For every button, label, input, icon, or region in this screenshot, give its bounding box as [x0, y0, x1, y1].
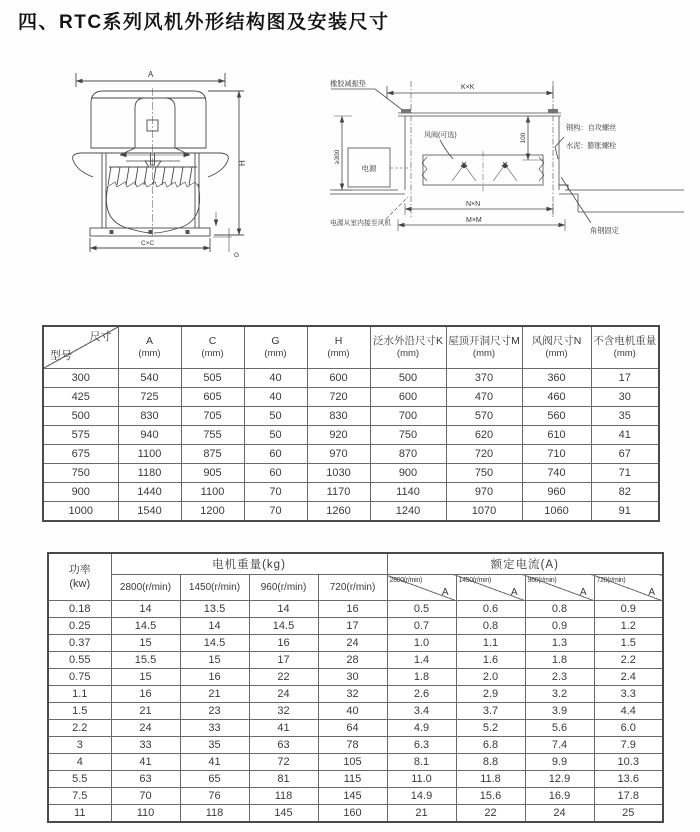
- dim-m-label: M×M: [466, 217, 482, 224]
- data-cell: 1.0: [387, 635, 456, 652]
- cement-note-label: 水泥：膨胀螺栓: [566, 141, 617, 150]
- weight-group-header: 电机重量(kg): [111, 553, 387, 575]
- data-cell: 14: [180, 618, 249, 635]
- table-row: [48, 686, 663, 703]
- data-cell: 1540: [118, 502, 181, 522]
- data-cell: 2.3: [525, 669, 594, 686]
- data-cell: 3.4: [387, 703, 456, 720]
- current-speed-label: 1450(r/min): [458, 577, 491, 584]
- data-cell: 1.5: [594, 635, 663, 652]
- data-cell: 60: [244, 464, 307, 483]
- data-cell: 2.6: [387, 686, 456, 703]
- data-cell: 33: [180, 720, 249, 737]
- data-cell: 24: [249, 686, 318, 703]
- data-cell: 115: [318, 771, 387, 788]
- data-cell: 0.5: [387, 601, 456, 618]
- data-cell: 725: [118, 388, 181, 407]
- data-cell: 15: [111, 669, 180, 686]
- row-header-cell: 0.37: [48, 635, 111, 652]
- current-unit-label: A: [441, 587, 449, 598]
- weight-speed-header: 2800(r/min): [111, 575, 180, 601]
- data-cell: 3.2: [525, 686, 594, 703]
- row-header-cell: 3: [48, 737, 111, 754]
- data-cell: 0.9: [525, 618, 594, 635]
- current-unit-label: A: [579, 587, 587, 598]
- data-cell: 11.0: [387, 771, 456, 788]
- data-cell: 105: [318, 754, 387, 771]
- row-header-cell: 575: [43, 426, 118, 445]
- col-label: 屋顶开洞尺寸M: [448, 335, 520, 347]
- data-cell: 900: [370, 464, 446, 483]
- data-cell: 360: [522, 369, 591, 388]
- row-header-cell: 0.55: [48, 652, 111, 669]
- header-row: [43, 326, 659, 369]
- data-cell: 2.2: [594, 652, 663, 669]
- data-cell: 370: [446, 369, 522, 388]
- installation-diagram: [328, 73, 688, 253]
- data-cell: 14.9: [387, 788, 456, 805]
- current-speed-label: 2800(r/min): [389, 577, 422, 584]
- data-cell: 145: [318, 788, 387, 805]
- data-cell: 11.8: [456, 771, 525, 788]
- dim-h-label: H: [238, 160, 247, 166]
- data-cell: 7.4: [525, 737, 594, 754]
- dim-g-label: G: [234, 252, 240, 259]
- data-cell: 1.1: [456, 635, 525, 652]
- data-cell: 21: [180, 686, 249, 703]
- dim-a-label: A: [148, 70, 154, 79]
- data-cell: 15.5: [111, 652, 180, 669]
- data-cell: 21: [387, 805, 456, 823]
- col-unit: (mm): [613, 348, 636, 360]
- col-label: A: [145, 335, 153, 347]
- table-row: [43, 483, 659, 502]
- data-cell: 940: [118, 426, 181, 445]
- data-cell: 35: [591, 407, 659, 426]
- column-header: [118, 326, 181, 369]
- data-cell: 6.0: [594, 720, 663, 737]
- data-cell: 6.3: [387, 737, 456, 754]
- data-cell: 720: [307, 388, 370, 407]
- col-unit: (mm): [396, 348, 420, 360]
- data-cell: 970: [307, 445, 370, 464]
- data-cell: 145: [249, 805, 318, 823]
- data-cell: 1200: [181, 502, 244, 522]
- data-cell: 0.7: [387, 618, 456, 635]
- data-cell: 2.4: [594, 669, 663, 686]
- data-cell: 600: [370, 388, 446, 407]
- steel-note-label: 钢构：自攻螺丝: [566, 123, 617, 132]
- data-cell: 14.5: [111, 618, 180, 635]
- row-header-cell: 675: [43, 445, 118, 464]
- row-header-cell: 7.5: [48, 788, 111, 805]
- data-cell: 920: [307, 426, 370, 445]
- data-cell: 35: [180, 737, 249, 754]
- weight-speed-header: 720(r/min): [318, 575, 387, 601]
- col-unit: (mm): [472, 348, 496, 360]
- current-group-header: 额定电流(A): [387, 553, 663, 575]
- data-cell: 13.5: [180, 601, 249, 618]
- data-cell: 12.9: [525, 771, 594, 788]
- row-header-cell: 5.5: [48, 771, 111, 788]
- current-speed-header: [525, 575, 594, 601]
- table-row: [48, 635, 663, 652]
- power-unit: (kw): [69, 578, 91, 590]
- data-cell: 16: [249, 635, 318, 652]
- data-cell: 620: [446, 426, 522, 445]
- row-header-cell: 425: [43, 388, 118, 407]
- data-cell: 0.6: [456, 601, 525, 618]
- data-cell: 2.9: [456, 686, 525, 703]
- data-cell: 8.8: [456, 754, 525, 771]
- data-cell: 1170: [307, 483, 370, 502]
- data-cell: 40: [318, 703, 387, 720]
- row-header-cell: 500: [43, 407, 118, 426]
- data-cell: 71: [591, 464, 659, 483]
- data-cell: 610: [522, 426, 591, 445]
- data-cell: 76: [180, 788, 249, 805]
- data-cell: 1180: [118, 464, 181, 483]
- column-header: [446, 326, 522, 369]
- data-cell: 3.3: [594, 686, 663, 703]
- power-lead-label: 电源从室内接至风机: [330, 220, 392, 227]
- data-cell: 72: [249, 754, 318, 771]
- data-cell: 540: [118, 369, 181, 388]
- data-cell: 14: [249, 601, 318, 618]
- data-cell: 70: [244, 483, 307, 502]
- corner-top-label: 尺寸: [89, 331, 112, 343]
- data-cell: 875: [181, 445, 244, 464]
- data-cell: 40: [244, 388, 307, 407]
- data-cell: 81: [249, 771, 318, 788]
- current-unit-label: A: [510, 587, 518, 598]
- power-box-label: 电源: [361, 164, 377, 173]
- data-cell: 24: [525, 805, 594, 823]
- damper-label: 风阀(可选): [424, 132, 457, 139]
- data-cell: 740: [522, 464, 591, 483]
- data-cell: 1260: [307, 502, 370, 522]
- data-cell: 30: [591, 388, 659, 407]
- table-row: [43, 388, 659, 407]
- fan-structure-diagram: [58, 60, 323, 265]
- data-cell: 160: [318, 805, 387, 823]
- data-cell: 505: [181, 369, 244, 388]
- data-cell: 570: [446, 407, 522, 426]
- data-cell: 91: [591, 502, 659, 522]
- data-cell: 24: [111, 720, 180, 737]
- data-cell: 14.5: [249, 618, 318, 635]
- data-cell: 110: [111, 805, 180, 823]
- col-label: 风阀尺寸N: [531, 335, 582, 347]
- table-row: [48, 754, 663, 771]
- table-row: [48, 720, 663, 737]
- rubber-pad-label: 橡胶减振垫: [330, 79, 366, 88]
- fan-body-outline: [73, 73, 244, 252]
- data-cell: 17.8: [594, 788, 663, 805]
- angle-fix-label: 角钢固定: [590, 226, 619, 235]
- data-cell: 78: [318, 737, 387, 754]
- table-row: [48, 788, 663, 805]
- data-cell: 2.0: [456, 669, 525, 686]
- data-cell: 28: [318, 652, 387, 669]
- data-cell: 3.7: [456, 703, 525, 720]
- current-speed-header: [594, 575, 663, 601]
- data-cell: 25: [594, 805, 663, 823]
- table-row: [43, 407, 659, 426]
- data-cell: 1140: [370, 483, 446, 502]
- col-label: G: [271, 335, 280, 347]
- data-cell: 720: [446, 445, 522, 464]
- weight-speed-header: 960(r/min): [249, 575, 318, 601]
- row-header-cell: 2.2: [48, 720, 111, 737]
- data-cell: 470: [446, 388, 522, 407]
- data-cell: 22: [456, 805, 525, 823]
- data-cell: 1440: [118, 483, 181, 502]
- data-cell: 1100: [181, 483, 244, 502]
- installation-outline: [330, 81, 684, 231]
- data-cell: 64: [318, 720, 387, 737]
- column-header: [522, 326, 591, 369]
- data-cell: 1.8: [387, 669, 456, 686]
- table-row: [43, 445, 659, 464]
- data-cell: 13.6: [594, 771, 663, 788]
- data-cell: 1.8: [525, 652, 594, 669]
- col-label: H: [334, 335, 343, 347]
- group-header-row: [48, 553, 663, 575]
- data-cell: 500: [370, 369, 446, 388]
- data-cell: 17: [591, 369, 659, 388]
- table-row: [48, 703, 663, 720]
- row-header-cell: 0.75: [48, 669, 111, 686]
- current-unit-label: A: [648, 587, 656, 598]
- data-cell: 600: [307, 369, 370, 388]
- table-row: [43, 502, 659, 522]
- column-header: [181, 326, 244, 369]
- data-cell: 6.8: [456, 737, 525, 754]
- data-cell: 5.6: [525, 720, 594, 737]
- data-cell: 32: [249, 703, 318, 720]
- table-row: [48, 805, 663, 823]
- row-header-cell: 0.18: [48, 601, 111, 618]
- data-cell: 1100: [118, 445, 181, 464]
- data-cell: 0.8: [525, 601, 594, 618]
- data-cell: 50: [244, 407, 307, 426]
- data-cell: 8.1: [387, 754, 456, 771]
- row-header-cell: 0.25: [48, 618, 111, 635]
- col-label: 不含电机重量: [593, 335, 657, 347]
- data-cell: 3.9: [525, 703, 594, 720]
- data-cell: 30: [318, 669, 387, 686]
- row-header-cell: 4: [48, 754, 111, 771]
- col-unit: (mm): [138, 348, 161, 360]
- weight-speed-header: 1450(r/min): [180, 575, 249, 601]
- data-cell: 67: [591, 445, 659, 464]
- data-cell: 0.8: [456, 618, 525, 635]
- data-cell: 32: [318, 686, 387, 703]
- motor-table: [47, 552, 664, 823]
- data-cell: 82: [591, 483, 659, 502]
- data-cell: 41: [180, 754, 249, 771]
- data-cell: 15.6: [456, 788, 525, 805]
- table-row: [48, 618, 663, 635]
- column-header: [307, 326, 370, 369]
- table-row: [48, 652, 663, 669]
- data-cell: 960: [522, 483, 591, 502]
- data-cell: 17: [318, 618, 387, 635]
- col-label: 泛水外沿尺寸K: [372, 335, 443, 347]
- power-header: [48, 553, 111, 601]
- data-cell: 750: [446, 464, 522, 483]
- data-cell: 905: [181, 464, 244, 483]
- data-cell: 1.3: [525, 635, 594, 652]
- table-row: [48, 601, 663, 618]
- data-cell: 15: [180, 652, 249, 669]
- col-unit: (mm): [201, 348, 224, 360]
- data-cell: 60: [244, 445, 307, 464]
- current-speed-header: [456, 575, 525, 601]
- data-cell: 1240: [370, 502, 446, 522]
- data-cell: 63: [111, 771, 180, 788]
- data-cell: 33: [111, 737, 180, 754]
- data-cell: 14: [111, 601, 180, 618]
- data-cell: 118: [249, 788, 318, 805]
- data-cell: 41: [249, 720, 318, 737]
- data-cell: 41: [111, 754, 180, 771]
- table-row: [43, 426, 659, 445]
- column-header: [370, 326, 446, 369]
- page-title: 四、RTC系列风机外形结构图及安装尺寸: [18, 12, 390, 33]
- row-header-cell: 1.5: [48, 703, 111, 720]
- current-speed-header: [387, 575, 456, 601]
- data-cell: 705: [181, 407, 244, 426]
- col-unit: (mm): [264, 348, 287, 360]
- table-row: [43, 464, 659, 483]
- data-cell: 4.9: [387, 720, 456, 737]
- dim-100-label: 100: [520, 132, 527, 144]
- current-speed-label: 960(r/min): [527, 577, 557, 584]
- data-cell: 830: [307, 407, 370, 426]
- data-cell: 1.6: [456, 652, 525, 669]
- dim-c-label: C×C: [141, 240, 155, 247]
- current-speed-label: 720(r/min): [596, 577, 626, 584]
- data-cell: 41: [591, 426, 659, 445]
- data-cell: 4.4: [594, 703, 663, 720]
- dim-k-label: K×K: [461, 84, 475, 91]
- data-cell: 118: [180, 805, 249, 823]
- col-unit: (mm): [545, 348, 568, 360]
- data-cell: 0.9: [594, 601, 663, 618]
- min-gap-label: ≥300: [334, 149, 341, 165]
- data-cell: 1.4: [387, 652, 456, 669]
- data-cell: 65: [180, 771, 249, 788]
- data-cell: 830: [118, 407, 181, 426]
- power-label: 功率: [68, 563, 91, 576]
- data-cell: 24: [318, 635, 387, 652]
- table-row: [43, 369, 659, 388]
- data-cell: 970: [446, 483, 522, 502]
- data-cell: 560: [522, 407, 591, 426]
- data-cell: 5.2: [456, 720, 525, 737]
- col-unit: (mm): [327, 348, 350, 360]
- column-header: [244, 326, 307, 369]
- data-cell: 700: [370, 407, 446, 426]
- data-cell: 750: [370, 426, 446, 445]
- row-header-cell: 900: [43, 483, 118, 502]
- row-header-cell: 1.1: [48, 686, 111, 703]
- dimension-table: [42, 325, 660, 522]
- corner-cell: [43, 326, 118, 369]
- data-cell: 70: [111, 788, 180, 805]
- corner-bottom-label: 型号: [50, 350, 72, 363]
- table-row: [48, 737, 663, 754]
- data-cell: 40: [244, 369, 307, 388]
- data-cell: 16: [111, 686, 180, 703]
- data-cell: 14.5: [180, 635, 249, 652]
- row-header-cell: 750: [43, 464, 118, 483]
- data-cell: 16: [180, 669, 249, 686]
- data-cell: 21: [111, 703, 180, 720]
- data-cell: 50: [244, 426, 307, 445]
- data-cell: 15: [111, 635, 180, 652]
- data-cell: 1030: [307, 464, 370, 483]
- data-cell: 7.9: [594, 737, 663, 754]
- data-cell: 9.9: [525, 754, 594, 771]
- data-cell: 16.9: [525, 788, 594, 805]
- data-cell: 710: [522, 445, 591, 464]
- row-header-cell: 300: [43, 369, 118, 388]
- data-cell: 16: [318, 601, 387, 618]
- table-row: [48, 669, 663, 686]
- data-cell: 23: [180, 703, 249, 720]
- data-cell: 1.2: [594, 618, 663, 635]
- dim-n-label: N×N: [466, 201, 481, 208]
- table-row: [48, 771, 663, 788]
- col-label: C: [208, 335, 217, 347]
- sub-header-row: [48, 575, 663, 601]
- data-cell: 460: [522, 388, 591, 407]
- column-header: [591, 326, 659, 369]
- data-cell: 605: [181, 388, 244, 407]
- row-header-cell: 1000: [43, 502, 118, 522]
- data-cell: 1060: [522, 502, 591, 522]
- data-cell: 63: [249, 737, 318, 754]
- data-cell: 22: [249, 669, 318, 686]
- data-cell: 1070: [446, 502, 522, 522]
- data-cell: 17: [249, 652, 318, 669]
- data-cell: 870: [370, 445, 446, 464]
- row-header-cell: 11: [48, 805, 111, 823]
- data-cell: 70: [244, 502, 307, 522]
- data-cell: 755: [181, 426, 244, 445]
- data-cell: 10.3: [594, 754, 663, 771]
